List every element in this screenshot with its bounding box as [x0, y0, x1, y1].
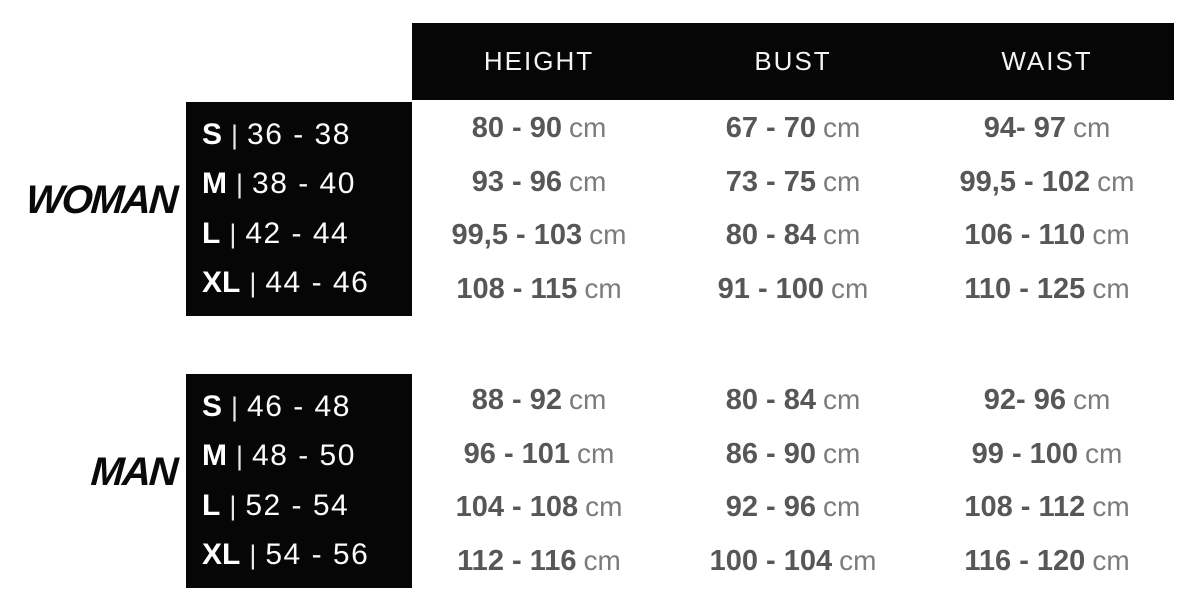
measurement-cell	[666, 493, 920, 522]
measurement-cell	[412, 386, 666, 415]
measurement-cell	[412, 272, 666, 305]
measurement-unit: cm	[1097, 165, 1135, 197]
measurement-unit: cm	[568, 165, 607, 197]
measurement-cell	[666, 386, 920, 415]
measurement-cell	[666, 221, 920, 250]
size-separator: |	[231, 391, 239, 422]
measurement-cell	[412, 544, 666, 577]
woman-measurements	[412, 102, 1174, 316]
measurement-cell	[412, 437, 666, 470]
size-letter: L	[202, 488, 221, 522]
measurement-value: 108 - 112	[964, 491, 1086, 524]
measurement-unit: cm	[1092, 272, 1130, 304]
measurement-value: 116 - 120	[964, 544, 1086, 577]
measurement-cell	[920, 437, 1174, 470]
measurement-value: 86 - 90	[725, 437, 816, 470]
measurement-cell	[666, 165, 920, 198]
column-header-bust: BUST	[754, 46, 832, 76]
size-letter: L	[202, 216, 221, 250]
size-row	[202, 389, 412, 423]
woman-section-label	[0, 102, 176, 316]
measurement-unit: cm	[1092, 219, 1130, 251]
measurement-value: 80 - 90	[471, 112, 562, 145]
measurement-unit: cm	[1092, 544, 1130, 576]
measurement-value: 91 - 100	[717, 272, 825, 305]
size-separator: |	[249, 268, 257, 299]
size-letter: M	[202, 439, 227, 473]
size-row	[202, 488, 412, 522]
section-label-text: WOMAN	[24, 177, 178, 222]
measurement-value: 67 - 70	[725, 112, 816, 145]
measurement-unit: cm	[584, 272, 622, 304]
size-separator: |	[249, 540, 257, 571]
measurement-unit: cm	[1072, 112, 1111, 144]
measurement-unit: cm	[568, 112, 607, 144]
measurement-value: 99,5 - 102	[959, 165, 1091, 198]
measurement-unit: cm	[1092, 491, 1130, 523]
size-box-man	[186, 374, 412, 588]
measurement-unit: cm	[822, 219, 861, 251]
measurement-value: 73 - 75	[725, 165, 816, 198]
measurement-cell	[920, 544, 1174, 577]
measurement-cell	[920, 386, 1174, 415]
column-header-height: HEIGHT	[483, 46, 595, 76]
measurement-value: 99 - 100	[971, 437, 1079, 470]
measurement-value: 106 - 110	[964, 219, 1086, 252]
measurement-cell	[666, 544, 920, 577]
measurement-unit: cm	[822, 437, 861, 469]
measurement-cell	[412, 165, 666, 198]
size-range: 52 - 54	[245, 488, 350, 522]
measurement-unit: cm	[822, 165, 861, 197]
measurement-cell	[920, 272, 1174, 305]
size-range: 54 - 56	[265, 538, 370, 572]
measurement-value: 80 - 84	[725, 219, 816, 252]
measurement-value: 92- 96	[983, 384, 1066, 417]
measurement-unit: cm	[577, 437, 615, 469]
measurement-value: 92 - 96	[725, 491, 816, 524]
measurement-cell	[412, 221, 666, 250]
measurement-unit: cm	[822, 384, 861, 416]
size-range: 44 - 46	[265, 266, 370, 300]
measurement-cell	[920, 165, 1174, 198]
measurement-unit: cm	[822, 491, 861, 523]
section-label-text: MAN	[89, 449, 178, 494]
measurement-unit: cm	[583, 544, 621, 576]
measurement-unit: cm	[585, 491, 623, 523]
size-row	[202, 169, 412, 199]
measurement-value: 99,5 - 103	[451, 219, 583, 252]
measurement-unit: cm	[839, 544, 877, 576]
measurement-value: 93 - 96	[471, 165, 562, 198]
measurement-value: 104 - 108	[455, 491, 579, 524]
size-range: 36 - 38	[247, 117, 351, 151]
measurement-value: 94- 97	[983, 112, 1066, 145]
measurement-value: 88 - 92	[471, 384, 562, 417]
size-row	[202, 268, 412, 298]
size-row	[202, 117, 412, 151]
size-row	[202, 216, 412, 250]
size-range: 46 - 48	[247, 389, 351, 423]
size-separator: |	[236, 441, 244, 472]
size-range: 38 - 40	[252, 167, 356, 201]
measurement-value: 100 - 104	[709, 544, 833, 577]
size-letter: XL	[202, 266, 241, 300]
column-header-bar	[412, 23, 1174, 100]
measurement-cell	[412, 114, 666, 143]
measurement-value: 96 - 101	[463, 437, 571, 470]
size-row	[202, 441, 412, 471]
measurement-value: 112 - 116	[457, 544, 577, 577]
size-separator: |	[236, 169, 244, 200]
size-separator: |	[229, 218, 237, 249]
size-row	[202, 540, 412, 570]
size-box-woman	[186, 102, 412, 316]
size-range: 48 - 50	[252, 439, 356, 473]
size-letter: S	[202, 389, 223, 423]
measurement-value: 110 - 125	[964, 272, 1086, 305]
measurement-cell	[920, 221, 1174, 250]
measurement-value: 80 - 84	[725, 384, 816, 417]
man-section-label	[0, 374, 176, 588]
man-measurements	[412, 374, 1174, 588]
measurement-unit: cm	[589, 219, 627, 251]
size-letter: XL	[202, 538, 241, 572]
column-header-waist: WAIST	[1001, 46, 1093, 76]
size-separator: |	[231, 119, 239, 150]
size-letter: S	[202, 117, 223, 151]
measurement-unit: cm	[568, 384, 607, 416]
measurement-unit: cm	[822, 112, 861, 144]
size-range: 42 - 44	[245, 216, 350, 250]
measurement-cell	[666, 114, 920, 143]
size-letter: M	[202, 167, 227, 201]
measurement-cell	[412, 493, 666, 522]
measurement-value: 108 - 115	[456, 272, 578, 305]
measurement-cell	[666, 437, 920, 470]
measurement-unit: cm	[831, 272, 869, 304]
measurement-cell	[920, 114, 1174, 143]
measurement-cell	[666, 272, 920, 305]
measurement-unit: cm	[1072, 384, 1111, 416]
size-separator: |	[229, 490, 237, 521]
measurement-cell	[920, 493, 1174, 522]
measurement-unit: cm	[1085, 437, 1123, 469]
